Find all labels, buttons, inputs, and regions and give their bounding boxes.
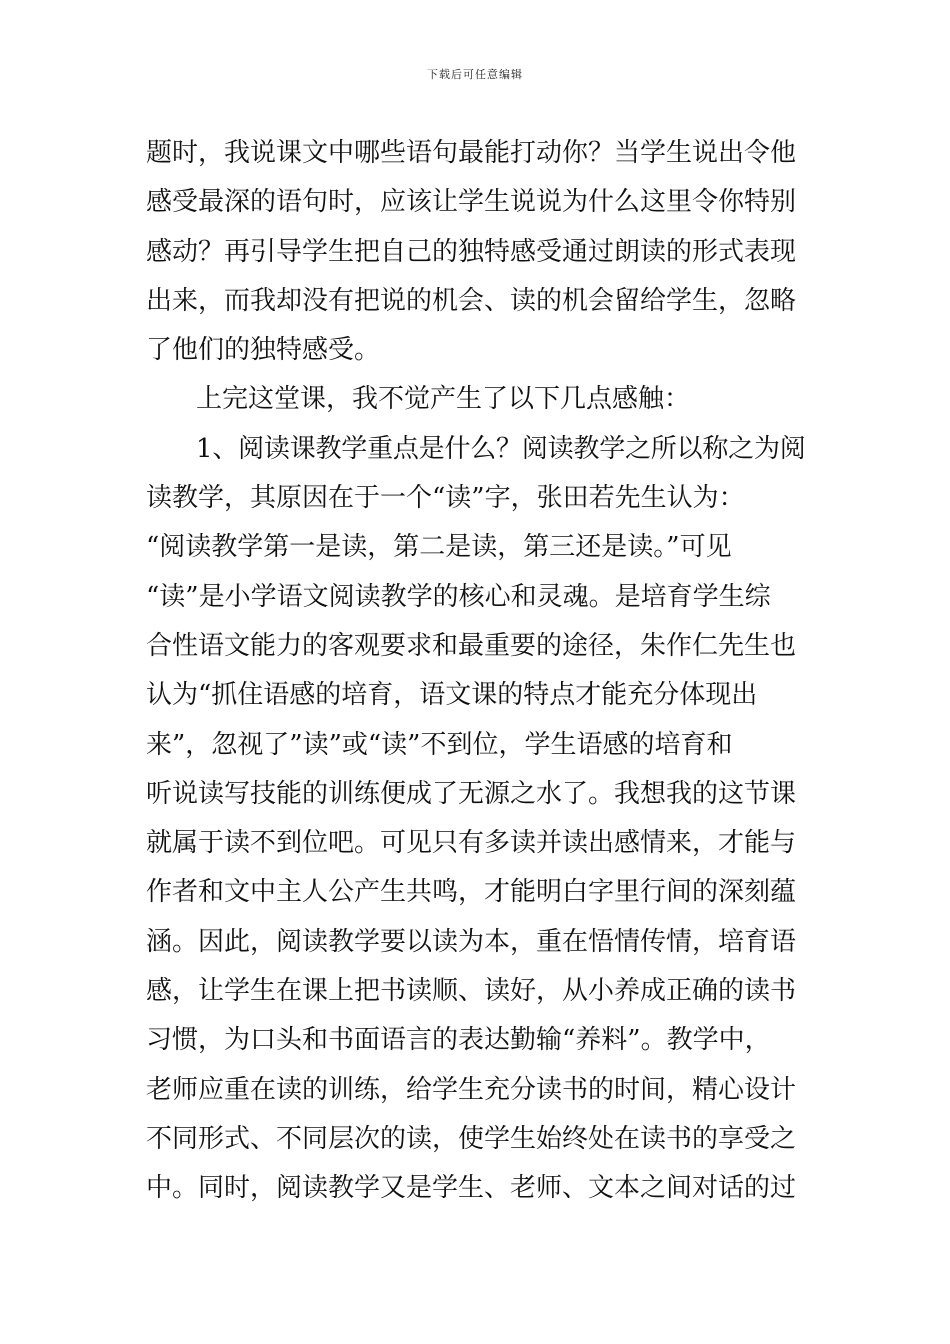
text-line: 题时，我说课文中哪些语句最能打动你？当学生说出令他 — [146, 138, 797, 168]
text-line: 作者和文中主人公产生共鸣，才能明白字里行间的深刻蕴 — [146, 877, 797, 908]
body-text — [146, 129, 806, 1214]
text-line: 了他们的独特感受。 — [146, 335, 381, 366]
text-line: 感动？再引导学生把自己的独特感受通过朗读的形式表现 — [146, 236, 797, 267]
text-line: 就属于读不到位吧。可见只有多读并读出感情来，才能与 — [146, 828, 797, 859]
text-line: 感受最深的语句时，应该让学生说说为什么这里令你特别 — [146, 187, 797, 218]
text-line: 习惯，为口头和书面语言的表达勤输“养料”。教学中， — [146, 1025, 771, 1056]
text-line: 涵。因此，阅读教学要以读为本，重在悟情传情，培育语 — [146, 926, 797, 957]
text-line: 合性语文能力的客观要求和最重要的途径，朱作仁先生也 — [146, 630, 797, 661]
text-line: 不同形式、不同层次的读，使学生始终处在读书的享受之 — [146, 1123, 797, 1154]
text-line: 中。同时，阅读教学又是学生、老师、文本之间对话的过 — [146, 1173, 797, 1204]
text-line: 老师应重在读的训练，给学生充分读书的时间，精心设计 — [146, 1074, 797, 1105]
text-line: 出来，而我却没有把说的机会、读的机会留给学生，忽略 — [146, 285, 797, 316]
text-line: 来”，忽视了”读”或“读”不到位，学生语感的培育和 — [146, 729, 733, 760]
text-line: 听说读写技能的训练便成了无源之水了。我想我的这节课 — [146, 778, 797, 809]
text-line: 上完这堂课，我不觉产生了以下几点感触： — [196, 384, 691, 415]
text-line: 认为“抓住语感的培育，语文课的特点才能充分体现出 — [146, 680, 758, 711]
page-header: 下载后可任意编辑 — [427, 68, 523, 81]
text-line: 读教学，其原因在于一个“读”字，张田若先生认为： — [146, 483, 745, 514]
text-line: 感，让学生在课上把书读顺、读好，从小养成正确的读书 — [146, 976, 797, 1007]
text-line: “读”是小学语文阅读教学的核心和灵魂。是培育学生综 — [146, 581, 771, 612]
text-line: “阅读教学第一是读，第二是读，第三还是读。”可见 — [146, 532, 732, 563]
text-line: 1、阅读课教学重点是什么？阅读教学之所以称之为阅 — [196, 433, 806, 464]
